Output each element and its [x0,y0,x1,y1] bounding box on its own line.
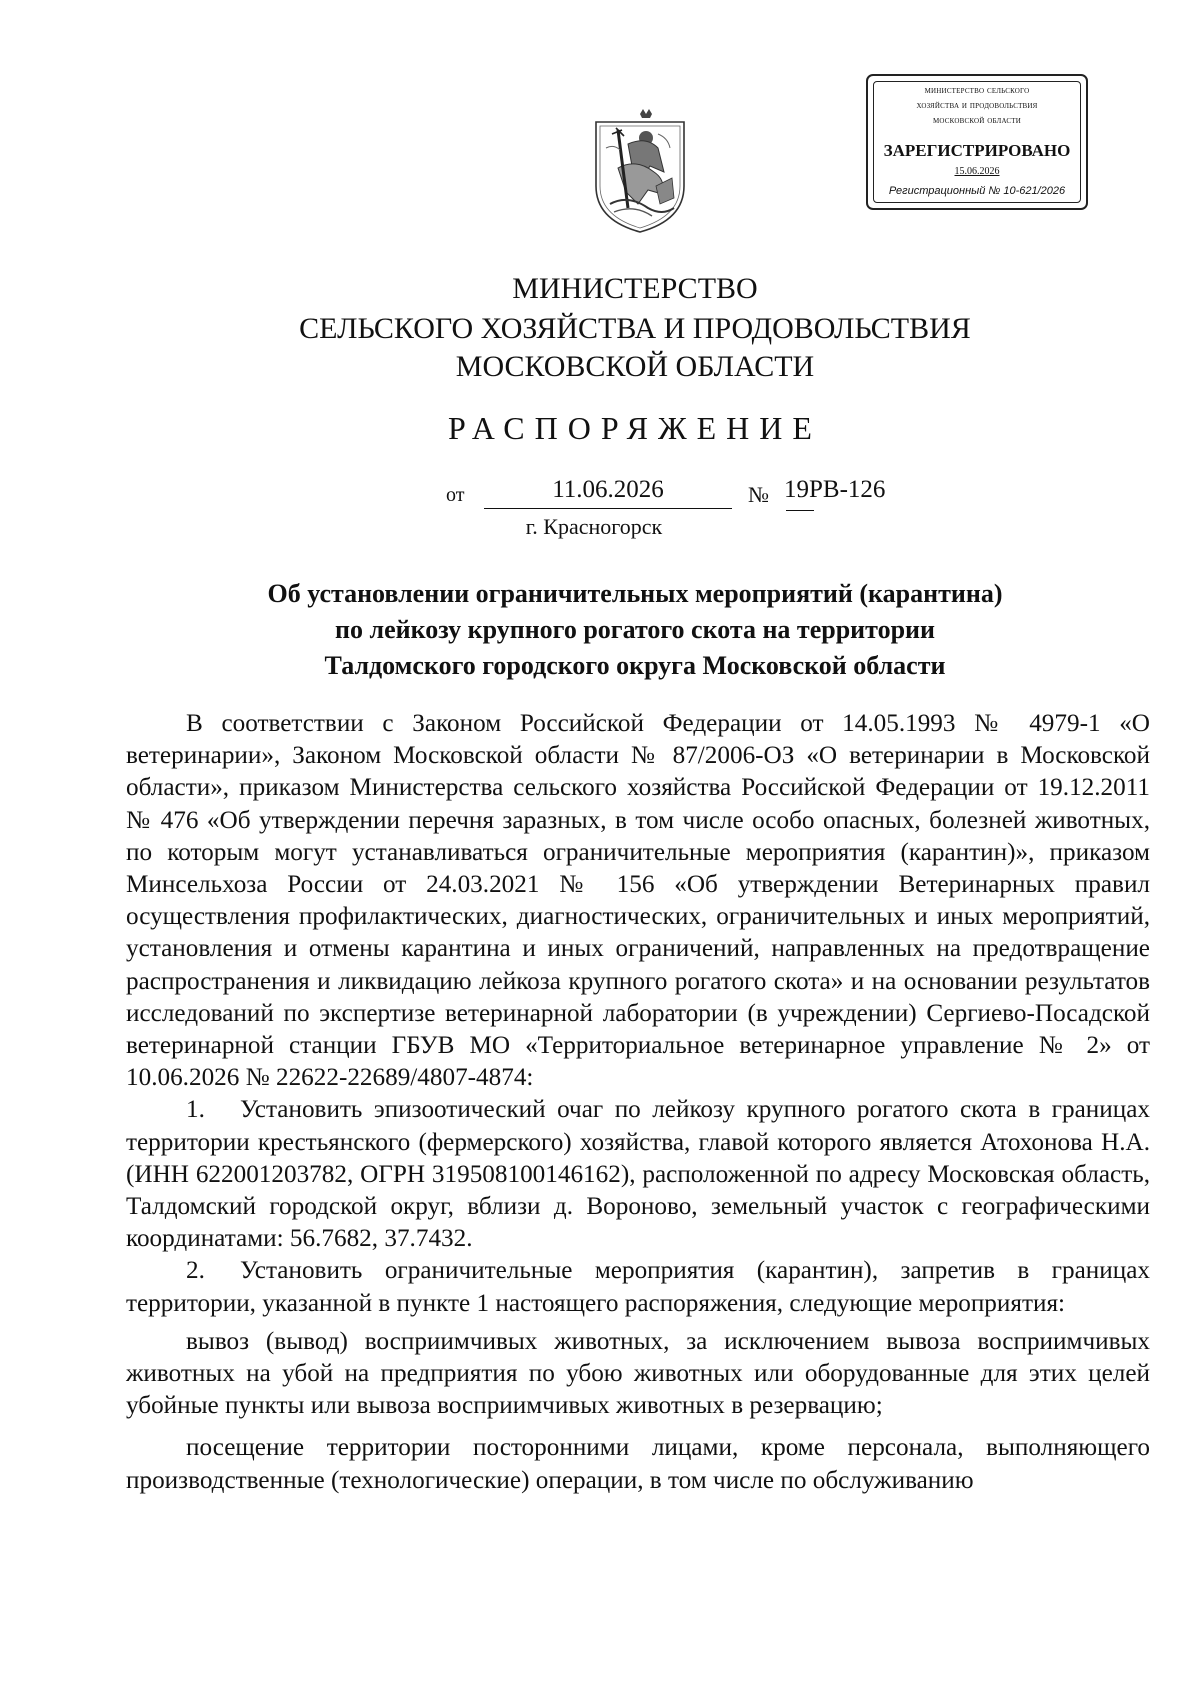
item-2-paragraph [126,1255,1150,1319]
stamp-date: 15.06.2026 [954,166,1000,177]
from-label: от [446,484,465,506]
item-1-number: 1. [186,1096,205,1124]
measure-1-paragraph: вывоз (вывод) восприимчивых животных, за исключением вывоза восприимчивых животных на убой на предприятия по убою животных или оборудованные для этих целей убойные пункты или вывоза восприимчивых животных в резервацию; [126,1327,1150,1420]
stamp-org-line: министерство сельского [924,85,1030,96]
document-city: г. Красногорск [525,514,663,539]
date-number-row [440,476,900,516]
document-title-line1: Об установлении ограничительных мероприятий (карантина) [267,579,1003,608]
stamp-organization [868,83,1086,128]
ministry-name-line2: СЕЛЬСКОГО ХОЗЯЙСТВА И ПРОДОВОЛЬСТВИЯ [299,312,971,345]
preamble-paragraph: В соответствии с Законом Российской Федерации от 14.05.1993 № 4979-1 «О ветеринарии», Законом Московской области № 87/2006-ОЗ «О ветеринарии в Московской области», приказом Министерства сельского хозяйства Российской Федерации от 19.12.2011 № 476 «Об утверждении перечня заразных, в том числе особо опасных, болезней животных, по которым могут устанавливаться ограничительные мероприятия (карантин)», приказом Минсельхоза России от 24.03.2021 № 156 «Об утверждении Ветеринарных правил осуществления профилактических, диагностических, ограничительных и иных мероприятий, установления и отмены карантина и иных ограничений, направленных на предотвращение распространения и ликвидацию лейкоза крупного рогатого скота» и на основании результатов исследований по экспертизе ветеринарной лаборатории (в учреждении) Сергиево-Посадской ветеринарной станции ГБУВ МО «Территориальное ветеринарное управление № 2» от 10.06.2026 № 22622-22689/4807-4874: [126,710,1150,1092]
document-body [126,708,1150,1497]
ministry-name-line1: МИНИСТЕРСТВО [512,272,758,305]
registration-stamp [866,74,1088,210]
coat-of-arms-emblem [588,108,692,236]
item-1-paragraph [126,1094,1150,1255]
measure-2-paragraph: посещение территории посторонними лицами, кроме персонала, выполняющего производственные (технологические) операции, в том числе по обслуживанию [126,1434,1150,1494]
ministry-name-line3: МОСКОВСКОЙ ОБЛАСТИ [455,350,815,383]
number-underline [786,510,814,511]
stamp-org-line: хозяйства и продовольствия [916,100,1038,111]
document-title-line3: Талдомского городского округа Московской области [324,651,946,680]
document-type-heading: РАСПОРЯЖЕНИЕ [448,410,822,446]
item-1-text: Установить эпизоотический очаг по лейкозу крупного рогатого скота в границах территории крестьянского (фермерского) хозяйства, главой которого является Атохонова Н.А. (ИНН 622001203782, ОГРН 319508100146162), расположенной по адресу Московская область, Талдомский городской округ, вблизи д. Вороново, земельный участок с географическими координатами: 56.7682, 37.7432. [126,1096,1150,1253]
document-date: 11.06.2026 [484,476,732,509]
stamp-status: ЗАРЕГИСТРИРОВАНО [883,141,1071,160]
document-title-line2: по лейкозу крупного рогатого скота на территории [335,615,935,644]
stamp-registration-number: Регистрационный № 10-621/2026 [888,185,1066,197]
item-2-text: Установить ограничительные мероприятия (карантин), запретив в границах территории, указанной в пункте 1 настоящего распоряжения, следующие мероприятия: [126,1257,1150,1317]
stamp-org-line: московской области [933,115,1021,126]
number-label: № [748,482,769,507]
item-2-number: 2. [186,1257,205,1285]
document-number: 19РВ-126 [784,476,886,503]
